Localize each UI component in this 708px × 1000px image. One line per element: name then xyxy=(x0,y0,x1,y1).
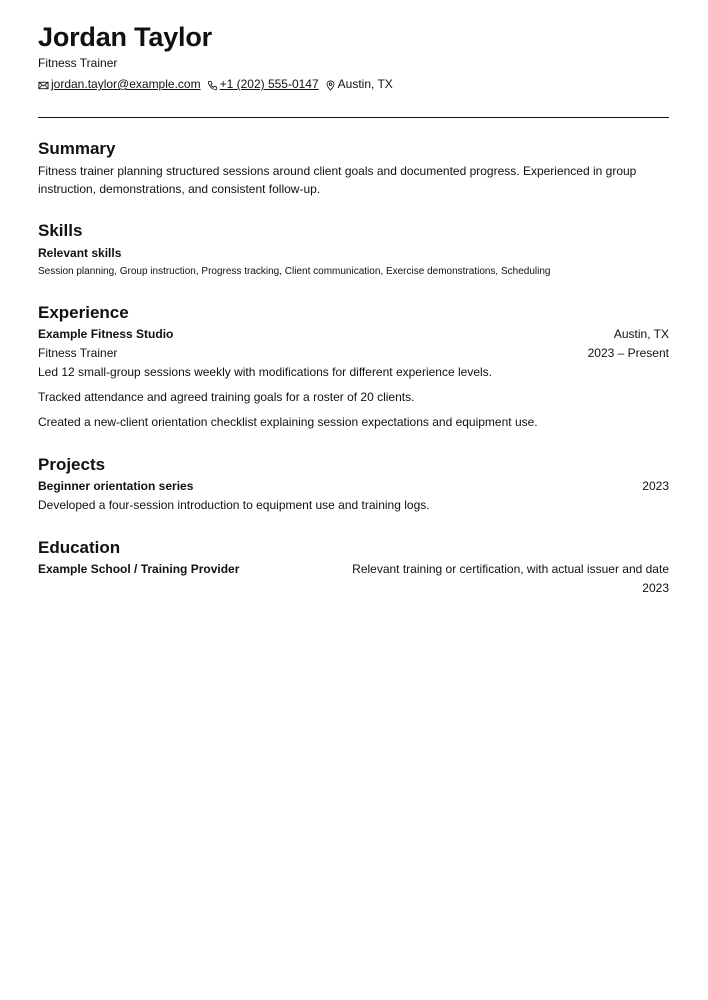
experience-bullet: Led 12 small-group sessions weekly with modifications for different experience levels. xyxy=(38,365,493,379)
phone-link[interactable]: +1 (202) 555-0147 xyxy=(219,77,319,91)
summary-text: Fitness trainer planning structured sessions around client goals and documented progress. Experienced in group instruction, demonstrations, and consistent follow-up. xyxy=(38,164,637,196)
candidate-title: Fitness Trainer xyxy=(38,56,118,70)
experience-dates: 2023 – Present xyxy=(587,346,669,360)
location-text: Austin, TX xyxy=(337,77,393,91)
experience-location: Austin, TX xyxy=(613,327,669,341)
contact-line xyxy=(38,77,393,92)
experience-role: Fitness Trainer xyxy=(38,346,118,360)
email-link[interactable]: jordan.taylor@example.com xyxy=(51,77,201,91)
summary-heading: Summary xyxy=(38,139,116,158)
skills-label: Relevant skills xyxy=(38,246,122,260)
experience-heading: Experience xyxy=(38,303,129,322)
skills-list: Session planning, Group instruction, Progress tracking, Client communication, Exercise demonstrations, Scheduling xyxy=(38,266,551,277)
experience-company: Example Fitness Studio xyxy=(38,327,174,341)
skills-heading: Skills xyxy=(38,221,83,240)
projects-heading: Projects xyxy=(38,455,106,474)
project-year: 2023 xyxy=(642,479,669,493)
education-year: 2023 xyxy=(642,581,669,595)
education-school: Example School / Training Provider xyxy=(38,562,240,576)
project-description: Developed a four-session introduction to equipment use and training logs. xyxy=(38,498,430,512)
experience-bullet: Created a new-client orientation checklist explaining session expectations and equipment use. xyxy=(38,415,538,429)
education-heading: Education xyxy=(38,538,121,557)
header-divider xyxy=(38,117,669,118)
candidate-name: Jordan Taylor xyxy=(38,22,212,52)
experience-bullet: Tracked attendance and agreed training goals for a roster of 20 clients. xyxy=(38,390,415,404)
mail-icon xyxy=(38,80,49,91)
location-pin-icon xyxy=(325,80,336,91)
project-name: Beginner orientation series xyxy=(38,479,194,493)
phone-icon xyxy=(207,80,218,91)
education-detail: Relevant training or certification, with actual issuer and date xyxy=(352,562,669,576)
